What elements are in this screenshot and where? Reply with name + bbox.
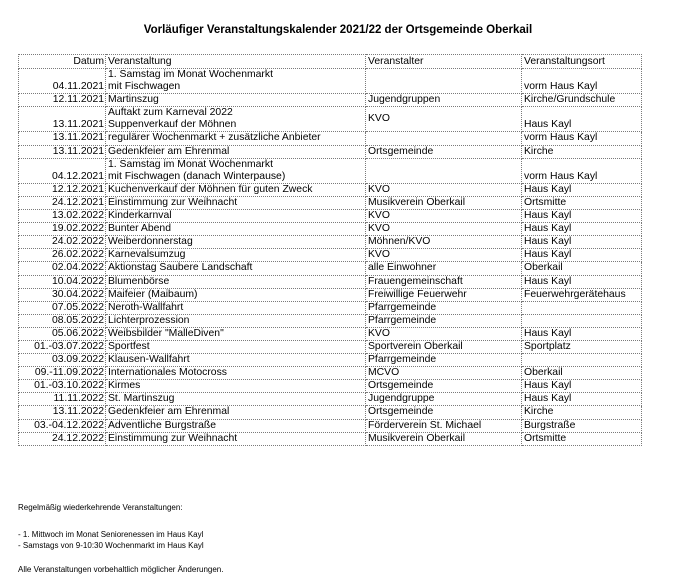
- cell-date: 19.02.2022: [19, 223, 106, 236]
- table-row: [19, 314, 642, 327]
- cell-event: [106, 301, 366, 314]
- event-text: Martinszug: [108, 94, 159, 106]
- table-row: [19, 393, 642, 406]
- cell-date: 12.12.2021: [19, 183, 106, 196]
- cell-event: [106, 393, 366, 406]
- cell-location: Haus Kayl: [522, 223, 642, 236]
- cell-date: 07.05.2022: [19, 301, 106, 314]
- cell-organizer: [366, 158, 522, 183]
- cell-organizer: alle Einwohner: [366, 262, 522, 275]
- cell-organizer: Möhnen/KVO: [366, 236, 522, 249]
- event-text: 1. Samstag im Monat Wochenmarkt: [108, 158, 273, 170]
- cell-date: 08.05.2022: [19, 314, 106, 327]
- cell-organizer: Musikverein Oberkail: [366, 196, 522, 209]
- page-title: Vorläufiger Veranstaltungskalender 2021/22 der Ortsgemeinde Oberkail: [143, 24, 533, 36]
- event-text: Adventliche Burgstraße: [108, 419, 217, 431]
- table-row: [19, 288, 642, 301]
- cell-location: Kirche: [522, 145, 642, 158]
- cell-location: Oberkail: [522, 262, 642, 275]
- cell-date: 24.12.2022: [19, 432, 106, 445]
- cell-organizer: KVO: [366, 210, 522, 223]
- cell-organizer: KVO: [366, 107, 522, 132]
- table-row: [19, 327, 642, 340]
- cell-organizer: Freiwillige Feuerwehr: [366, 288, 522, 301]
- cell-organizer: KVO: [366, 327, 522, 340]
- cell-location: Kirche/Grundschule: [522, 94, 642, 107]
- cell-location: Haus Kayl: [522, 380, 642, 393]
- cell-organizer: MCVO: [366, 367, 522, 380]
- event-text: Kinderkarnval: [108, 210, 172, 222]
- table-row: [19, 275, 642, 288]
- event-text: Sportfest: [108, 340, 150, 352]
- cell-event: [106, 288, 366, 301]
- cell-event: [106, 107, 366, 132]
- event-text: Lichterprozession: [108, 314, 190, 326]
- cell-organizer: KVO: [366, 223, 522, 236]
- event-calendar-table: [18, 54, 642, 446]
- cell-date: 03.09.2022: [19, 354, 106, 367]
- cell-location: [522, 301, 642, 314]
- event-text: Karnevalsumzug: [108, 249, 186, 261]
- cell-event: [106, 406, 366, 419]
- cell-location: Haus Kayl: [522, 327, 642, 340]
- cell-location: Feuerwehrgerätehaus: [522, 288, 642, 301]
- event-text: Klausen-Wallfahrt: [108, 354, 190, 366]
- event-text: Weiberdonnerstag: [108, 236, 193, 248]
- cell-organizer: Sportverein Oberkail: [366, 340, 522, 353]
- cell-organizer: Ortsgemeinde: [366, 380, 522, 393]
- cell-organizer: KVO: [366, 183, 522, 196]
- event-text: mit Fischwagen: [108, 81, 181, 93]
- table-row: [19, 210, 642, 223]
- cell-event: [106, 132, 366, 145]
- event-text: Einstimmung zur Weihnacht: [108, 196, 238, 208]
- cell-location: Kirche: [522, 406, 642, 419]
- table-row: [19, 132, 642, 145]
- cell-date: 01.-03.07.2022: [19, 340, 106, 353]
- event-text: Bunter Abend: [108, 223, 171, 235]
- cell-organizer: [366, 69, 522, 94]
- cell-organizer: Musikverein Oberkail: [366, 432, 522, 445]
- cell-organizer: Pfarrgemeinde: [366, 314, 522, 327]
- cell-event: [106, 210, 366, 223]
- event-text: Internationales Motocross: [108, 367, 227, 379]
- cell-date: 11.11.2022: [19, 393, 106, 406]
- table-row: [19, 340, 642, 353]
- cell-event: [106, 94, 366, 107]
- cell-location: Haus Kayl: [522, 249, 642, 262]
- table-row: [19, 183, 642, 196]
- event-text: Auftakt zum Karneval 2022: [108, 107, 233, 119]
- cell-event: [106, 183, 366, 196]
- cell-location: vorm Haus Kayl: [522, 158, 642, 183]
- cell-date: 02.04.2022: [19, 262, 106, 275]
- event-text: Aktionstag Saubere Landschaft: [108, 262, 253, 274]
- cell-location: Ortsmitte: [522, 196, 642, 209]
- cell-location: [522, 314, 642, 327]
- cell-date: 13.11.2021: [19, 145, 106, 158]
- event-text: St. Martinszug: [108, 393, 175, 405]
- cell-event: [106, 380, 366, 393]
- cell-date: 12.11.2021: [19, 94, 106, 107]
- cell-organizer: [366, 132, 522, 145]
- cell-date: 13.11.2021: [19, 107, 106, 132]
- event-text: mit Fischwagen (danach Winterpause): [108, 170, 286, 182]
- table-row: [19, 432, 642, 445]
- cell-event: [106, 275, 366, 288]
- cell-date: 13.11.2022: [19, 406, 106, 419]
- table-row: [19, 249, 642, 262]
- event-text: 1. Samstag im Monat Wochenmarkt: [108, 69, 273, 80]
- cell-location: Haus Kayl: [522, 183, 642, 196]
- table-row: [19, 223, 642, 236]
- cell-location: Haus Kayl: [522, 236, 642, 249]
- event-text: Gedenkfeier am Ehrenmal: [108, 145, 230, 157]
- event-text: Maifeier (Maibaum): [108, 288, 198, 300]
- cell-event: [106, 314, 366, 327]
- cell-date: 24.02.2022: [19, 236, 106, 249]
- cell-organizer: Jugendgruppe: [366, 393, 522, 406]
- cell-event: [106, 236, 366, 249]
- header-event: Veranstaltung: [106, 55, 366, 69]
- cell-location: Haus Kayl: [522, 393, 642, 406]
- table-row: [19, 196, 642, 209]
- event-text: Neroth-Wallfahrt: [108, 301, 184, 313]
- cell-organizer: Frauengemeinschaft: [366, 275, 522, 288]
- cell-date: 26.02.2022: [19, 249, 106, 262]
- cell-organizer: Jugendgruppen: [366, 94, 522, 107]
- cell-location: Haus Kayl: [522, 107, 642, 132]
- event-text: Weibsbilder "MalleDiven": [108, 327, 224, 339]
- cell-event: [106, 262, 366, 275]
- table-row: [19, 406, 642, 419]
- cell-event: [106, 249, 366, 262]
- cell-date: 05.06.2022: [19, 327, 106, 340]
- event-text: Kirmes: [108, 380, 141, 392]
- event-text: regulärer Wochenmarkt + zusätzliche Anbieter: [108, 132, 321, 144]
- cell-location: Sportplatz: [522, 340, 642, 353]
- cell-date: 04.12.2021: [19, 158, 106, 183]
- table-row: [19, 107, 642, 132]
- table-row: [19, 301, 642, 314]
- cell-location: Haus Kayl: [522, 210, 642, 223]
- table-row: [19, 262, 642, 275]
- recurring-heading: Regelmäßig wiederkehrende Veranstaltungen:: [18, 503, 183, 512]
- cell-event: [106, 145, 366, 158]
- table-body: [19, 69, 642, 446]
- event-text: Gedenkfeier am Ehrenmal: [108, 406, 230, 418]
- event-text: Suppenverkauf der Möhnen: [108, 119, 237, 131]
- cell-organizer: KVO: [366, 249, 522, 262]
- cell-organizer: Förderverein St. Michael: [366, 419, 522, 432]
- cell-date: 13.11.2021: [19, 132, 106, 145]
- cell-event: [106, 367, 366, 380]
- table-row: [19, 69, 642, 94]
- cell-date: 09.-11.09.2022: [19, 367, 106, 380]
- table-row: [19, 354, 642, 367]
- table-row: [19, 94, 642, 107]
- cell-event: [106, 327, 366, 340]
- cell-date: 10.04.2022: [19, 275, 106, 288]
- header-location: Veranstaltungsort: [522, 55, 642, 69]
- cell-organizer: Ortsgemeinde: [366, 406, 522, 419]
- cell-location: [522, 354, 642, 367]
- cell-event: [106, 340, 366, 353]
- cell-location: Haus Kayl: [522, 275, 642, 288]
- cell-location: vorm Haus Kayl: [522, 69, 642, 94]
- table-row: [19, 419, 642, 432]
- cell-event: [106, 158, 366, 183]
- cell-date: 03.-04.12.2022: [19, 419, 106, 432]
- cell-location: Oberkail: [522, 367, 642, 380]
- cell-organizer: Pfarrgemeinde: [366, 354, 522, 367]
- cell-event: [106, 196, 366, 209]
- cell-date: 01.-03.10.2022: [19, 380, 106, 393]
- event-text: Blumenbörse: [108, 275, 170, 287]
- cell-date: 04.11.2021: [19, 69, 106, 94]
- cell-location: Ortsmitte: [522, 432, 642, 445]
- table-row: [19, 145, 642, 158]
- cell-event: [106, 69, 366, 94]
- cell-organizer: Ortsgemeinde: [366, 145, 522, 158]
- cell-date: 13.02.2022: [19, 210, 106, 223]
- table-row: [19, 380, 642, 393]
- header-date: Datum: [19, 55, 106, 69]
- recurring-item: - 1. Mittwoch im Monat Seniorenessen im Haus Kayl: [18, 530, 204, 539]
- cell-date: 30.04.2022: [19, 288, 106, 301]
- cell-event: [106, 354, 366, 367]
- cell-event: [106, 419, 366, 432]
- cell-organizer: Pfarrgemeinde: [366, 301, 522, 314]
- event-text: Kuchenverkauf der Möhnen für guten Zweck: [108, 183, 313, 195]
- cell-location: vorm Haus Kayl: [522, 132, 642, 145]
- table-header-row: [19, 55, 642, 69]
- cell-location: Burgstraße: [522, 419, 642, 432]
- header-organizer: Veranstalter: [366, 55, 522, 69]
- cell-event: [106, 432, 366, 445]
- cell-event: [106, 223, 366, 236]
- table-row: [19, 236, 642, 249]
- event-text: Einstimmung zur Weihnacht: [108, 432, 238, 444]
- table-row: [19, 367, 642, 380]
- table-row: [19, 158, 642, 183]
- cell-date: 24.12.2021: [19, 196, 106, 209]
- recurring-item: - Samstags von 9-10:30 Wochenmarkt im Haus Kayl: [18, 541, 204, 550]
- disclaimer: Alle Veranstaltungen vorbehaltlich möglicher Änderungen.: [18, 565, 224, 574]
